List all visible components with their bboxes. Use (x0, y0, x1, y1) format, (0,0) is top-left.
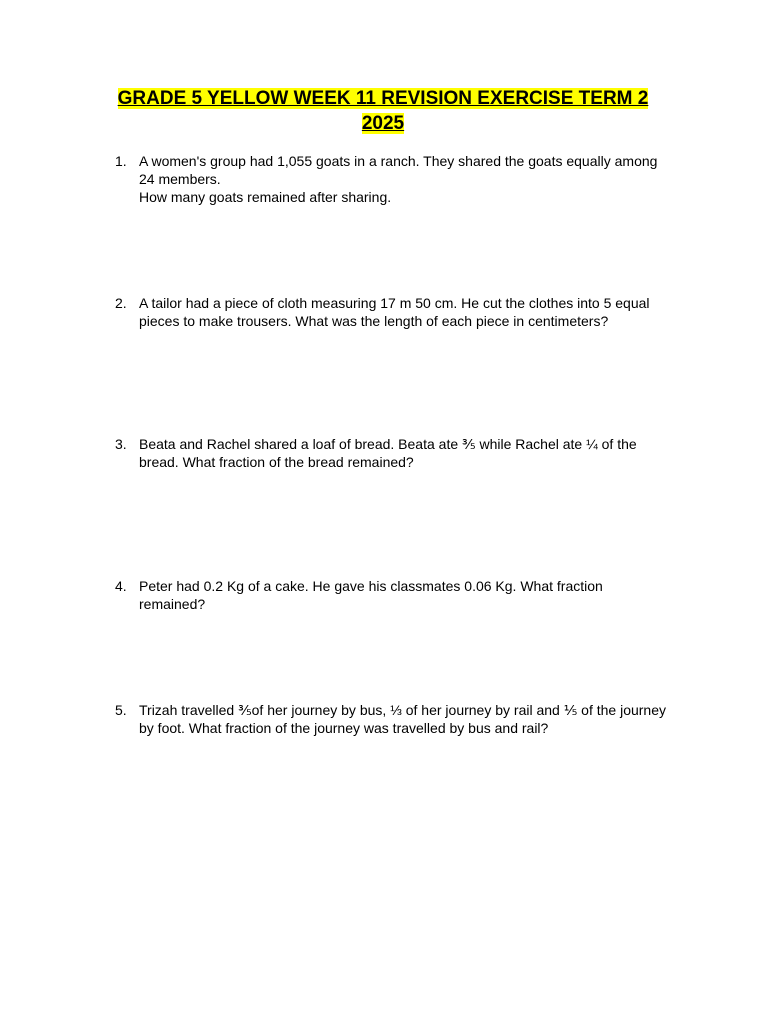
question-number: 5. (115, 702, 127, 718)
question-line: How many goats remained after sharing. (139, 189, 392, 205)
question-line: 24 members. (139, 171, 221, 187)
question-number: 3. (115, 436, 127, 452)
question-3 (115, 435, 675, 471)
question-5 (115, 701, 675, 737)
question-text (139, 294, 675, 330)
question-number: 1. (115, 153, 127, 169)
question-line: Trizah travelled ⅗of her journey by bus, ⅓ of her journey by rail and ⅕ of the journey (139, 702, 667, 718)
title-line-2: 2025 (361, 113, 405, 134)
question-line: remained? (139, 596, 206, 612)
question-2 (115, 294, 675, 330)
question-line: bread. What fraction of the bread remained? (139, 454, 414, 470)
question-number: 4. (115, 578, 127, 594)
question-text (139, 435, 675, 471)
worksheet-title (100, 86, 666, 136)
question-1 (115, 152, 675, 206)
question-number: 2. (115, 295, 127, 311)
question-text (139, 152, 675, 206)
question-4 (115, 577, 675, 613)
question-text (139, 577, 675, 613)
question-text (139, 701, 675, 737)
title-line-1: GRADE 5 YELLOW WEEK 11 REVISION EXERCISE TERM 2 (117, 88, 649, 109)
question-line: pieces to make trousers. What was the length of each piece in centimeters? (139, 313, 609, 329)
question-line: Peter had 0.2 Kg of a cake. He gave his classmates 0.06 Kg. What fraction (139, 578, 603, 594)
question-line: A women's group had 1,055 goats in a ranch. They shared the goats equally among (139, 153, 658, 169)
question-line: A tailor had a piece of cloth measuring 17 m 50 cm. He cut the clothes into 5 equal (139, 295, 650, 311)
question-line: Beata and Rachel shared a loaf of bread. Beata ate ⅗ while Rachel ate ¼ of the (139, 436, 637, 452)
question-line: by foot. What fraction of the journey was travelled by bus and rail? (139, 720, 549, 736)
